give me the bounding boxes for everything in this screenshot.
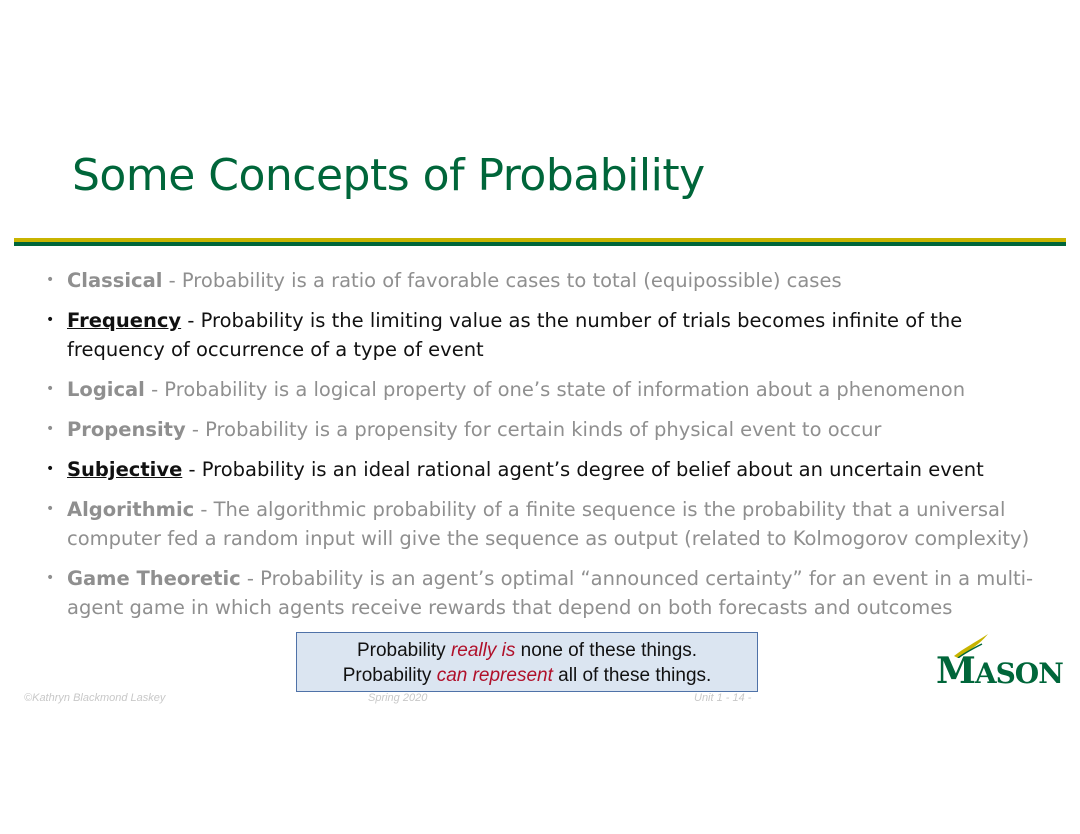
slide-title: Some Concepts of Probability bbox=[72, 150, 705, 201]
term-description: - Probability is a logical property of one’s state of information about a phenomenon bbox=[144, 378, 966, 401]
callout-box bbox=[296, 632, 758, 692]
list-item-algorithmic bbox=[44, 495, 1044, 553]
term-description: - Probability is the limiting value as the number of trials becomes infinite of the frequency of occurrence of a type of event bbox=[67, 309, 963, 361]
term-description: - Probability is a ratio of favorable cases to total (equipossible) cases bbox=[162, 269, 842, 292]
callout-text: all of these things. bbox=[552, 665, 712, 686]
concept-list bbox=[44, 266, 1044, 622]
footer-page-number: Unit 1 - 14 - bbox=[694, 692, 752, 704]
term-label: Game Theoretic bbox=[67, 567, 241, 590]
logo-wordmark bbox=[936, 650, 1063, 692]
bullet-icon: • bbox=[46, 312, 55, 328]
bullet-icon: • bbox=[46, 381, 55, 397]
logo-rest: ASON bbox=[974, 657, 1063, 690]
term-label: Propensity bbox=[67, 418, 186, 441]
footer-author: ©Kathryn Blackmond Laskey bbox=[24, 692, 166, 704]
bullet-icon: • bbox=[46, 501, 55, 517]
term-description: - Probability is an agent’s optimal “announced certainty” for an event in a multi-agent game in which agents receive rewards that depend on both forecasts and outcomes bbox=[67, 567, 1034, 619]
callout-line-1 bbox=[297, 638, 757, 663]
term-label: Frequency bbox=[67, 309, 182, 332]
term-label: Classical bbox=[67, 269, 163, 292]
bullet-icon: • bbox=[46, 421, 55, 437]
term-description: - Probability is an ideal rational agent’s degree of belief about an uncertain event bbox=[182, 458, 984, 481]
list-item-game-theoretic bbox=[44, 564, 1044, 622]
term-label: Algorithmic bbox=[67, 498, 195, 521]
list-item-classical bbox=[44, 266, 1044, 295]
list-item-subjective bbox=[44, 455, 1044, 484]
callout-emphasis: really is bbox=[450, 640, 516, 661]
bullet-icon: • bbox=[46, 272, 55, 288]
bullet-icon: • bbox=[46, 461, 55, 477]
callout-line-2 bbox=[297, 663, 757, 688]
title-rule-green bbox=[14, 242, 1066, 246]
callout-text: Probability bbox=[342, 665, 437, 686]
logo-initial: M bbox=[936, 650, 975, 692]
callout-text: Probability bbox=[356, 640, 451, 661]
bullet-icon: • bbox=[46, 570, 55, 586]
mason-logo bbox=[936, 632, 1063, 692]
list-item-propensity bbox=[44, 415, 1044, 444]
term-description: - The algorithmic probability of a finite sequence is the probability that a universal computer fed a random input will give the sequence as output (related to Kolmogorov complexity) bbox=[67, 498, 1030, 550]
list-item-frequency bbox=[44, 306, 1044, 364]
term-label: Subjective bbox=[67, 458, 183, 481]
term-description: - Probability is a propensity for certain kinds of physical event to occur bbox=[185, 418, 882, 441]
callout-text: none of these things. bbox=[515, 640, 698, 661]
term-label: Logical bbox=[67, 378, 145, 401]
callout-emphasis: can represent bbox=[436, 665, 553, 686]
list-item-logical bbox=[44, 375, 1044, 404]
footer-term: Spring 2020 bbox=[368, 692, 428, 704]
